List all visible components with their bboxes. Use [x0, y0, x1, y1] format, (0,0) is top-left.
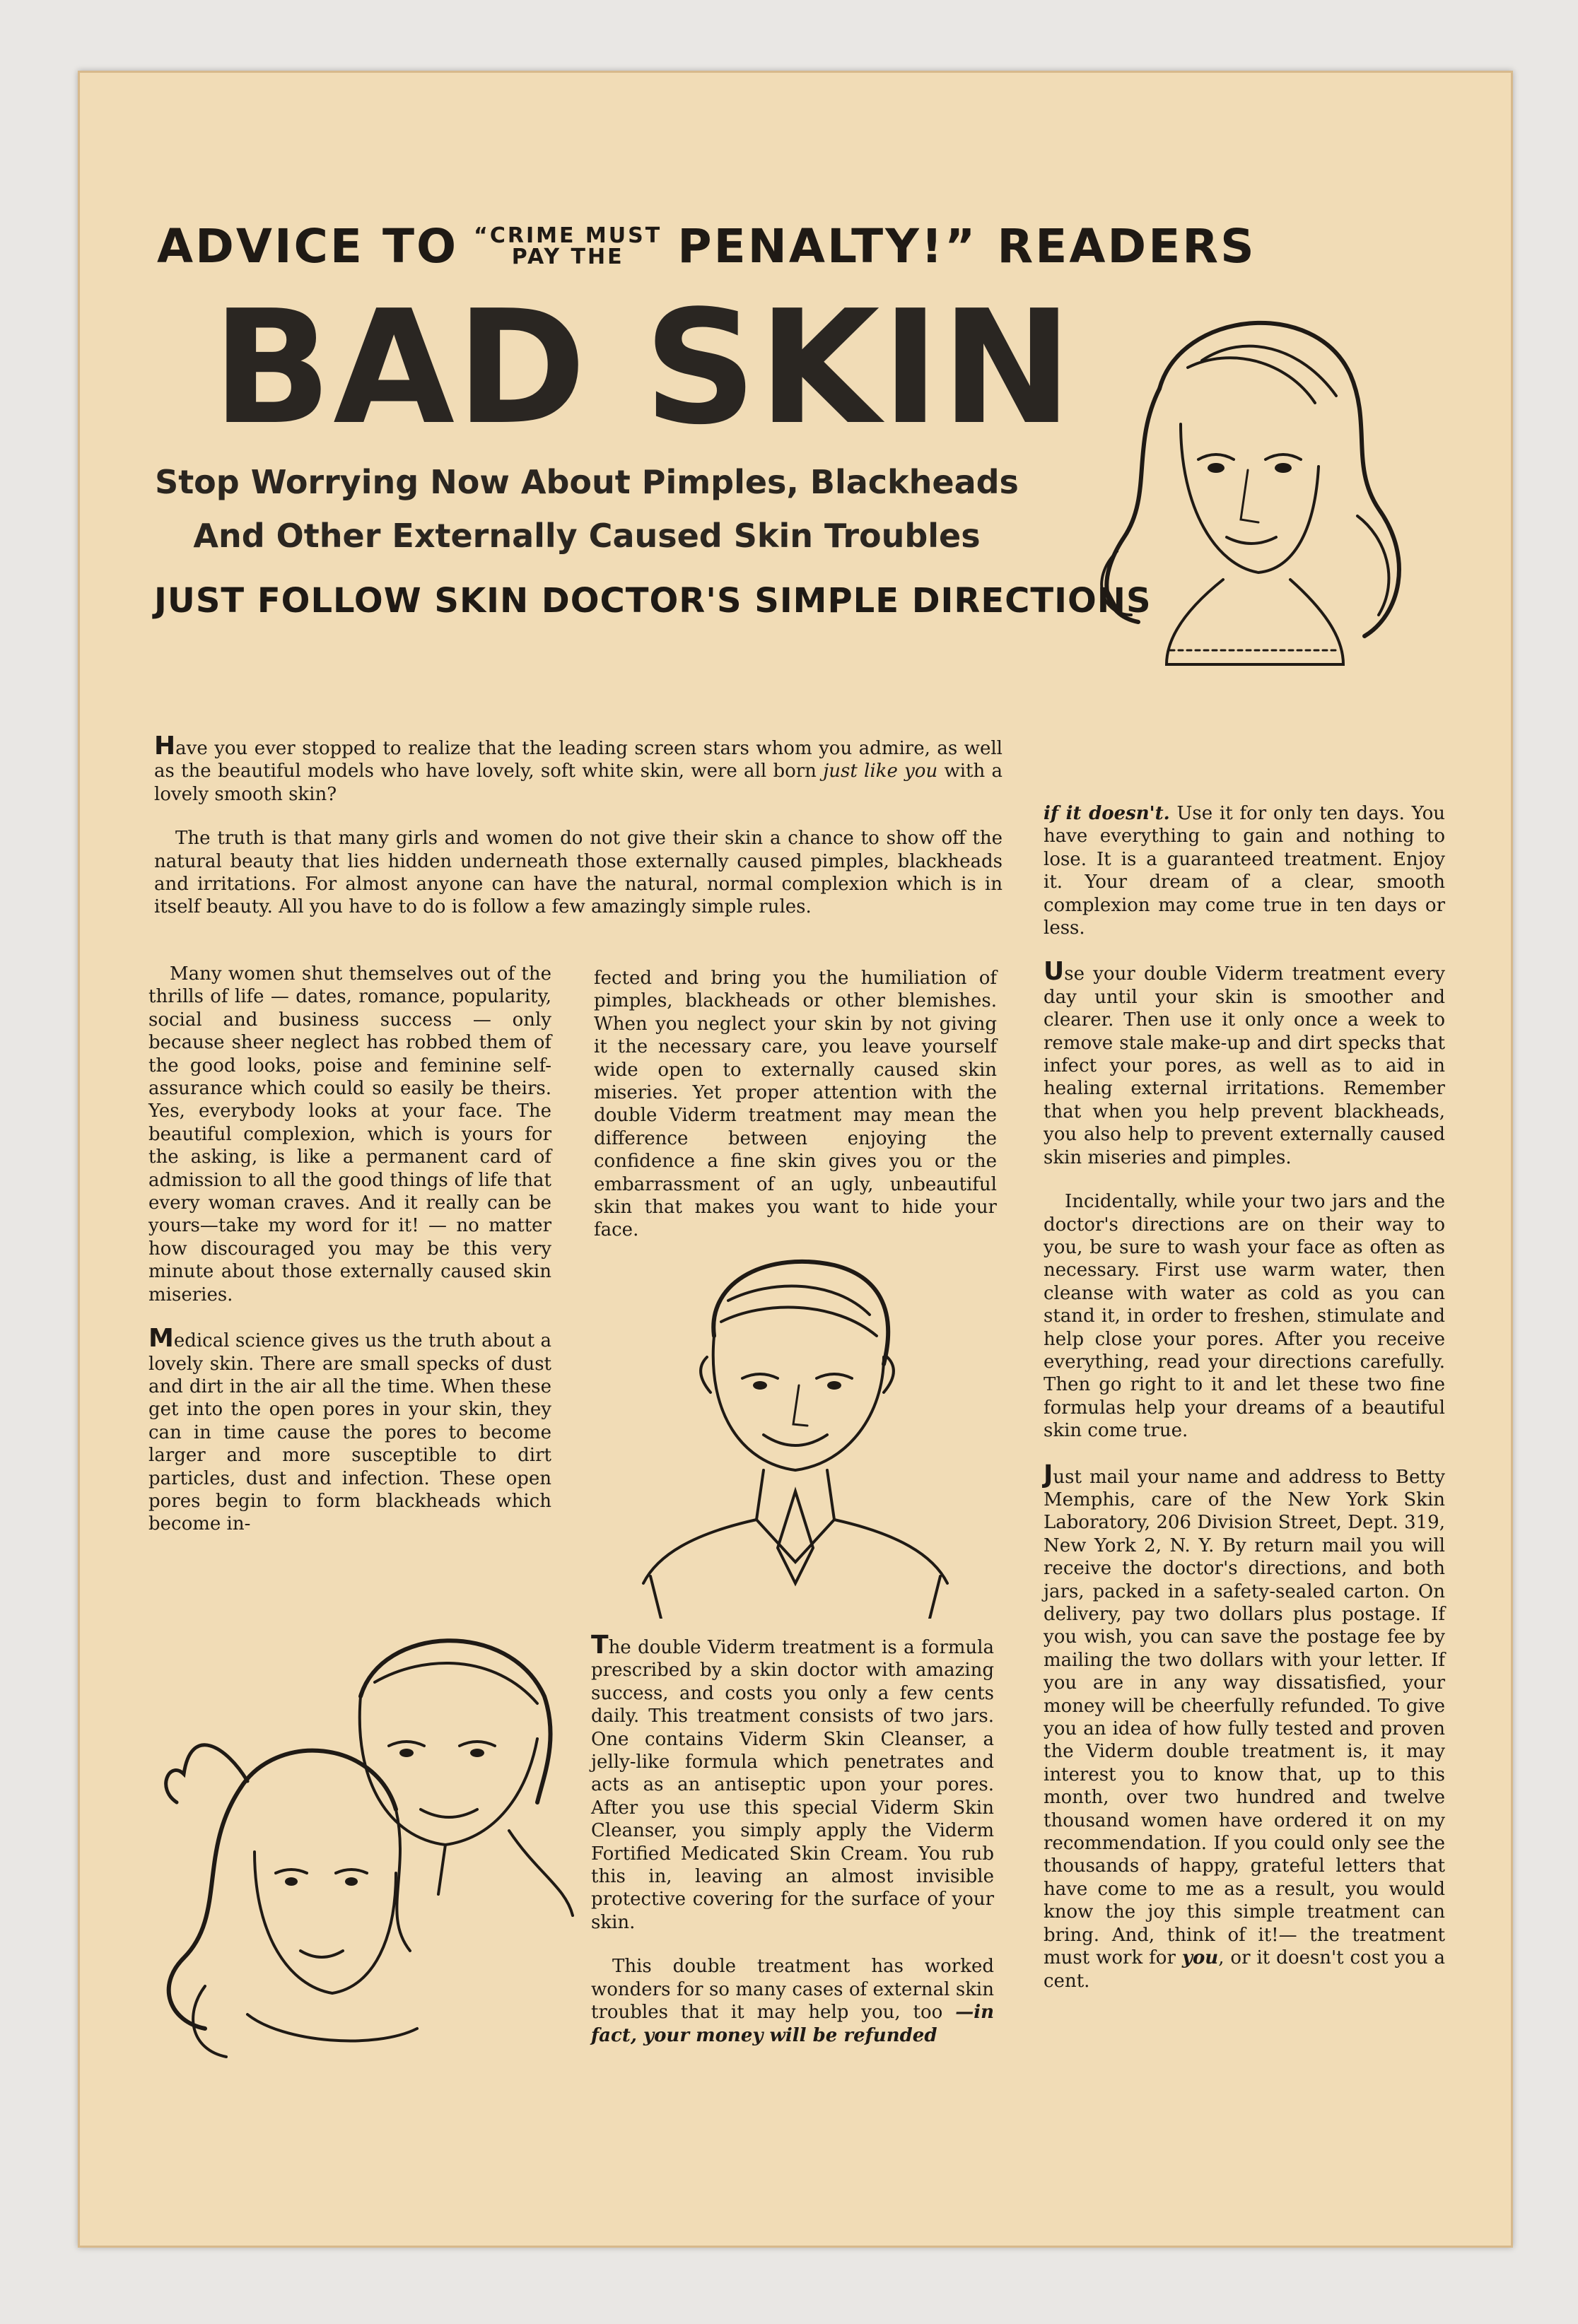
- col3-p2: se your double Viderm treatment every day until your skin is smoother and clearer. Then use it only once a week to remove stale make-up and dirt specks that infect your pores, as well as to aid in healing external irritations. Remember that when you help prevent blackheads, you also help to prevent externally caused skin miseries and pimples.: [1044, 963, 1445, 1168]
- intro-p2: The truth is that many girls and women do not give their skin a chance to show off the natural beauty that lies hidden underneath those externally caused pimples, blackheads and irritations. For almost anyone can have the natural, normal complexion which is in itself beauty. All you have to do is follow a few amazingly simple rules.: [154, 828, 1003, 918]
- subtitle-line-2: And Other Externally Caused Skin Troubles: [193, 517, 981, 555]
- col3-p4-end: , or it doesn't cost you a cent.: [1044, 1947, 1445, 1992]
- col3-p4: ust mail your name and address to Betty Memphis, care of the New York Skin Laboratory, 206 Division Street, Dept. 319, New York 2, N. Y. By return mail you will receive the doctor's directions, and both jars, packed in a safety-sealed carton. On delivery, pay two dollars plus postage. If you wish, you can save the postage fee by mailing the two dollars with your letter. If you are in any way dissatisfied, your money will be cheerfully refunded. To give you an idea of how fully tested and proven the Viderm double treatment is, it may interest you to know that, up to this month, over two hundred and twelve thousand women have ordered it on my recommendation. If you could only see the thousands of happy, grateful letters that have come to me as a result, you would know the joy this simple treatment can bring. And, think of it!— the treatment must work for: [1044, 1466, 1445, 1969]
- col3-p4-em: you: [1181, 1947, 1219, 1969]
- couple-illustration: [141, 1619, 580, 2071]
- header-advice: ADVICE TO: [157, 219, 459, 274]
- headline-title: BAD SKIN: [212, 277, 1074, 459]
- col1-p2: edical science gives us the truth about a lovely skin. There are small specks of dust and dirt in the air all the time. When these get into the open pores in your skin, they can in time cause the pores to become larger and more susceptible to dirt particles, dust and infection. These open pores begin to form blackheads which become in-: [148, 1330, 551, 1535]
- col3-p3: Incidentally, while your two jars and the doctor's directions are on their way to you, be sure to wash your face as often as necessary. First use warm water, then cleanse with water as cold as you can stand it, in order to freshen, stimulate and help close your pores. After you receive everything, read your directions carefully. Then go right to it and let these two fine formulas help your dreams of a beautiful skin come true.: [1044, 1191, 1445, 1442]
- col3-p1-em: if it doesn't.: [1044, 803, 1170, 824]
- dropcap-u: U: [1044, 957, 1065, 987]
- header-crime-stack: [474, 225, 662, 268]
- header-penalty: PENALTY!”: [677, 219, 978, 274]
- header-crime-top: “CRIME MUST: [474, 223, 662, 248]
- header-line: [157, 219, 1274, 274]
- dropcap-t: T: [591, 1631, 609, 1660]
- col2-p3: This double treatment has worked wonders for so many cases of external skin troubles that it may help you, too: [591, 1956, 994, 2024]
- header-readers: READERS: [997, 219, 1256, 274]
- intro-p1-a: ave you ever stopped to realize that the leading screen stars whom you admire, as well as the beautiful models who have lovely, soft white skin, were all born: [154, 738, 1003, 782]
- column-1: [148, 963, 551, 1536]
- man-portrait-illustration: [629, 1251, 969, 1619]
- subtitle-line-1: Stop Worrying Now About Pimples, Blackheads: [155, 463, 1019, 501]
- intro-text: [154, 732, 1003, 919]
- column-2-top: [594, 967, 997, 1242]
- dropcap-m: M: [148, 1324, 174, 1354]
- col2-p1: fected and bring you the humiliation of pimples, blackheads or other blemishes. When you neglect your skin by not giving it the necessary care, you leave yourself wide open to externally caused skin miseries. Yet proper attention with the double Viderm treatment may mean the difference between enjoying the confidence a fine skin gives you or the embarrassment of an ugly, unbeautiful skin that makes you want to hide your face.: [594, 968, 997, 1241]
- intro-p1-em: just like you: [823, 761, 938, 782]
- column-2-bottom: [591, 1631, 994, 2047]
- column-3: [1044, 802, 1445, 1993]
- dropcap-h: H: [154, 732, 176, 761]
- header-crime-bottom: PAY THE: [511, 244, 624, 269]
- col3-p1: Use it for only ten days. You have everything to gain and nothing to lose. It is a guaranteed treatment. Enjoy it. Your dream of a clear, smooth complexion may come true in ten days or less.: [1044, 803, 1445, 939]
- col2-p3-em: —in fact, your money will be refunded: [591, 2002, 994, 2046]
- directions-heading: JUST FOLLOW SKIN DOCTOR'S SIMPLE DIRECTIONS: [154, 581, 1152, 621]
- intro-p1-b: with a lovely smooth skin?: [154, 761, 1003, 805]
- col1-p1: Many women shut themselves out of the thrills of life — dates, romance, popularity, social and business success — only because sheer neglect has robbed them of the good looks, poise and feminine self-assurance which could so easily be theirs. Yes, everybody looks at your face. The beautiful complexion, which is yours for the asking, is like a permanent card of admission to all the good things of life that every woman craves. And it really can be yours—take my word for it! — no matter how discouraged you may be this very minute about those externally caused skin miseries.: [148, 963, 551, 1305]
- dropcap-j: J: [1044, 1460, 1053, 1489]
- woman-portrait-illustration: [1046, 283, 1456, 693]
- col2-p2: he double Viderm treatment is a formula prescribed by a skin doctor with amazing success, and costs you only a few cents daily. This treatment consists of two jars. One contains Viderm Skin Cleanser, a jelly-like formula which penetrates and acts as an antiseptic upon your pores. After you use this special Viderm Skin Cleanser, you simply apply the Viderm Fortified Medicated Skin Cream. You rub this in, leaving an almost invisible protective covering for the surface of your skin.: [591, 1637, 994, 1933]
